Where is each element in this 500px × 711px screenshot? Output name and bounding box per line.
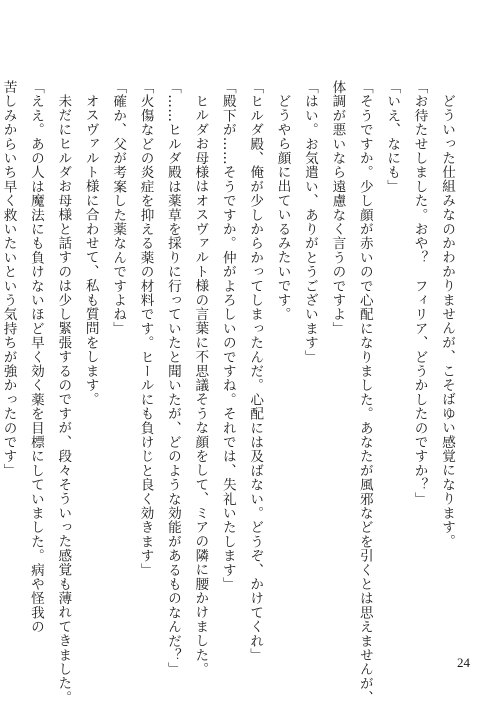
text-line: 苦しみからいち早く救いたいという気持ちが強かったのです」 bbox=[0, 80, 17, 478]
text-line: 「ヒルダ殿、俺が少しからかってしまったんだ。心配には及ばない。どうぞ、かけてくれ」 bbox=[247, 80, 264, 663]
text-line: 「お待たせしました。おや？ フィリア、どうかしたのですか？」 bbox=[411, 80, 428, 506]
text-line: どういった仕組みなのかわかりませんが、こそばゆい感覚になります。 bbox=[439, 93, 455, 548]
text-line: オスヴァルト様に合わせて、私も質問をします。 bbox=[82, 93, 99, 406]
text-line: 「はい。お気遣い、ありがとうございます」 bbox=[301, 80, 318, 364]
text-line: 「……ヒルダ殿は薬草を採りに行っていたと聞いたが、どのような効能があるものなんだ？」 bbox=[164, 80, 181, 677]
text-line: 「ええ。あの人は魔法にも負けないほど早く効く薬を目標にしていました。病や怪我の bbox=[27, 80, 44, 634]
vertical-text-body bbox=[0, 80, 460, 705]
text-line: 「殿下が……そうですか。仲がよろしいのですね。それでは、失礼いたします」 bbox=[219, 80, 236, 592]
text-line: どうやら顔に出ているみたいです。 bbox=[274, 93, 291, 321]
text-line: 「確か、父が考案した薬なんですよね」 bbox=[110, 80, 127, 336]
text-line: 未だにヒルダお母様と話すのは少し緊張するのですが、段々そういった感覚も薄れてきました。 bbox=[55, 93, 72, 705]
text-line: 「火傷などの炎症を抑える薬の材料です。ヒールにも負けじと良く効きます」 bbox=[137, 80, 154, 577]
text-line: 「そうですか。少し顔が赤いので心配になりました。あなたが風邪などを引くとは思えませんが、 bbox=[356, 80, 373, 705]
text-line: 「いえ、なにも」 bbox=[384, 80, 401, 194]
text-line: 体調が悪いなら遠慮なく言うのですよ」 bbox=[329, 80, 346, 336]
text-line: ヒルダお母様はオスヴァルト様の言葉に不思議そうな顔をして、ミアの隣に腰かけました。 bbox=[192, 93, 209, 676]
page-number: 24 bbox=[457, 655, 470, 670]
